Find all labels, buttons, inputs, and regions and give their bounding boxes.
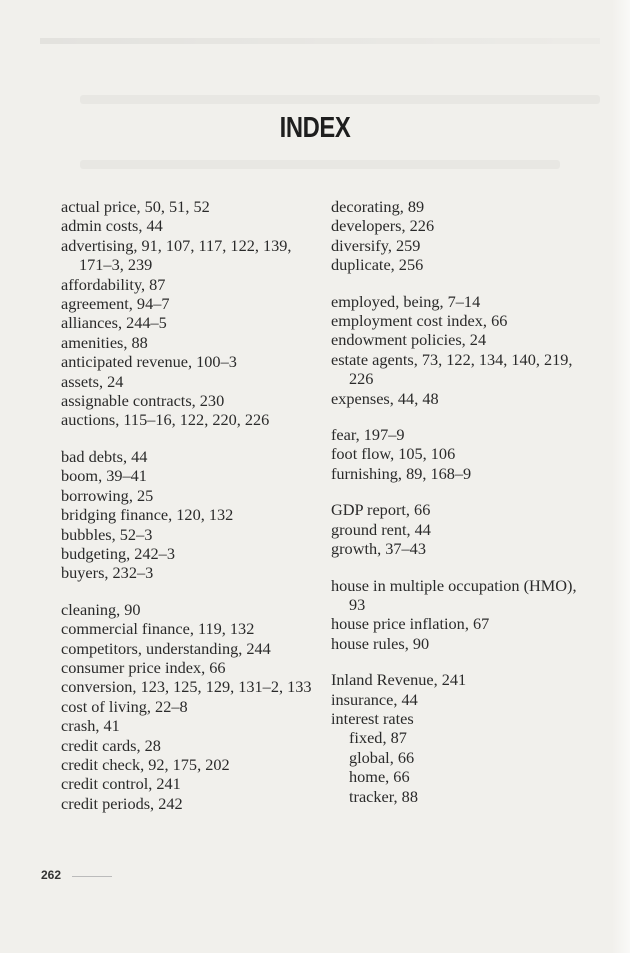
index-entry: house in multiple occupation (HMO),	[331, 575, 577, 595]
index-entry: cleaning, 90	[61, 599, 141, 619]
index-entry: auctions, 115–16, 122, 220, 226	[61, 410, 270, 430]
index-entry: duplicate, 256	[331, 255, 424, 275]
index-entry: credit periods, 242	[61, 793, 183, 813]
index-entry: fear, 197–9	[331, 425, 405, 445]
index-entry: endowment policies, 24	[331, 330, 487, 350]
index-entry: borrowing, 25	[61, 485, 154, 505]
index-entry: expenses, 44, 48	[331, 388, 439, 408]
index-entry: alliances, 244–5	[61, 313, 167, 333]
index-subentry: fixed, 87	[349, 728, 407, 748]
index-entry: decorating, 89	[331, 197, 425, 216]
index-entry-continuation: 226	[349, 369, 374, 389]
index-entry: agreement, 94–7	[61, 294, 170, 314]
index-entry: GDP report, 66	[331, 500, 431, 520]
index-entry: commercial finance, 119, 132	[61, 619, 255, 639]
group-spacer	[331, 275, 606, 292]
index-entry: credit control, 241	[61, 774, 181, 794]
index-entry: assets, 24	[61, 371, 124, 391]
index-entry: bad debts, 44	[61, 446, 148, 466]
index-entry: assignable contracts, 230	[61, 391, 225, 411]
index-entry: amenities, 88	[61, 332, 148, 352]
index-entry: bridging finance, 120, 132	[61, 505, 234, 525]
page-title: INDEX	[279, 112, 351, 144]
index-entry: developers, 226	[331, 216, 435, 236]
index-subentry: home, 66	[349, 767, 410, 787]
index-entry: cost of living, 22–8	[61, 696, 188, 716]
group-spacer	[331, 483, 606, 500]
index-entry: house rules, 90	[331, 633, 430, 653]
index-entry: consumer price index, 66	[61, 657, 226, 677]
running-header-bleed	[40, 38, 600, 44]
index-entry: growth, 37–43	[331, 539, 426, 559]
index-entry: conversion, 123, 125, 129, 131–2, 133	[61, 677, 312, 697]
index-entry: admin costs, 44	[61, 216, 163, 236]
index-entry: credit check, 92, 175, 202	[61, 754, 230, 774]
index-entry: boom, 39–41	[61, 466, 147, 486]
index-entry: employment cost index, 66	[331, 311, 508, 331]
index-column-right	[331, 197, 606, 806]
group-spacer	[331, 653, 606, 670]
index-entry: Inland Revenue, 241	[331, 670, 467, 690]
footer-rule	[72, 876, 112, 877]
index-entry: competitors, understanding, 244	[61, 638, 271, 658]
index-entry: crash, 41	[61, 716, 120, 736]
index-entry: foot flow, 105, 106	[331, 444, 456, 464]
index-entry: anticipated revenue, 100–3	[61, 352, 237, 372]
index-entry-continuation: 93	[349, 594, 366, 614]
index-entry: insurance, 44	[331, 689, 418, 709]
group-spacer	[61, 583, 326, 600]
index-entry: diversify, 259	[331, 235, 421, 255]
index-entry: budgeting, 242–3	[61, 543, 175, 563]
index-entry: estate agents, 73, 122, 134, 140, 219,	[331, 349, 573, 369]
index-entry: house price inflation, 67	[331, 614, 490, 634]
index-entry: ground rent, 44	[331, 519, 431, 539]
index-entry: bubbles, 52–3	[61, 524, 153, 544]
bleed-through	[80, 95, 600, 104]
index-column-left	[61, 197, 326, 813]
index-entry: buyers, 232–3	[61, 563, 154, 583]
index-entry: interest rates	[331, 708, 414, 728]
index-subentry: global, 66	[349, 747, 415, 767]
index-entry: employed, being, 7–14	[331, 291, 481, 311]
index-entry-continuation: 171–3, 239	[79, 255, 153, 275]
index-entry: affordability, 87	[61, 274, 166, 294]
index-entry: credit cards, 28	[61, 735, 161, 755]
bleed-through	[80, 160, 560, 169]
index-subentry: tracker, 88	[349, 786, 418, 806]
index-entry: advertising, 91, 107, 117, 122, 139,	[61, 235, 292, 255]
index-entry: actual price, 50, 51, 52	[61, 197, 210, 216]
page-edge	[612, 0, 630, 953]
group-spacer	[331, 559, 606, 576]
page-number: 262	[41, 868, 62, 882]
group-spacer	[61, 430, 326, 447]
group-spacer	[331, 408, 606, 425]
index-entry: furnishing, 89, 168–9	[331, 463, 472, 483]
